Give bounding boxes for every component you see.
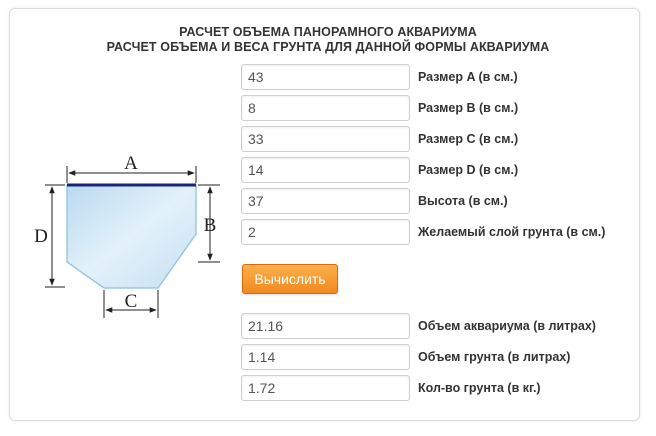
substrate-weight-output[interactable] — [241, 375, 410, 401]
calculate-button[interactable]: Вычислить — [242, 264, 338, 294]
size-b-input[interactable] — [241, 95, 410, 121]
dimension-d-label: D — [34, 226, 48, 247]
dimension-b-label: B — [203, 215, 217, 236]
size-a-input[interactable] — [241, 64, 410, 90]
aquarium-outline — [67, 185, 196, 288]
substrate-layer-input[interactable] — [241, 219, 410, 245]
size-a-label: Размер A (в см.) — [418, 70, 518, 84]
size-d-label: Размер D (в см.) — [418, 163, 519, 177]
aquarium-shape-diagram — [30, 150, 230, 320]
page-subtitle: РАСЧЕТ ОБЪЕМА И ВЕСА ГРУНТА ДЛЯ ДАННОЙ ФОРМЫ АКВАРИУМА — [106, 40, 550, 54]
height-label: Высота (в см.) — [418, 194, 508, 208]
page-title: РАСЧЕТ ОБЪЕМА ПАНОРАМНОГО АКВАРИУМА — [179, 25, 477, 39]
size-c-input[interactable] — [241, 126, 410, 152]
dimension-c-label: C — [124, 291, 138, 312]
substrate-volume-label: Объем грунта (в литрах) — [418, 350, 571, 364]
height-input[interactable] — [241, 188, 410, 214]
substrate-volume-output[interactable] — [241, 344, 410, 370]
substrate-weight-label: Кол-во грунта (в кг.) — [418, 381, 541, 395]
substrate-layer-label: Желаемый слой грунта (в см.) — [418, 225, 606, 239]
size-b-label: Размер B (в см.) — [418, 101, 519, 115]
size-c-label: Размер C (в см.) — [418, 132, 519, 146]
dimension-a-label: A — [124, 153, 138, 174]
size-d-input[interactable] — [241, 157, 410, 183]
aquarium-volume-output[interactable] — [241, 313, 410, 339]
aquarium-volume-label: Объем аквариума (в литрах) — [418, 319, 596, 333]
